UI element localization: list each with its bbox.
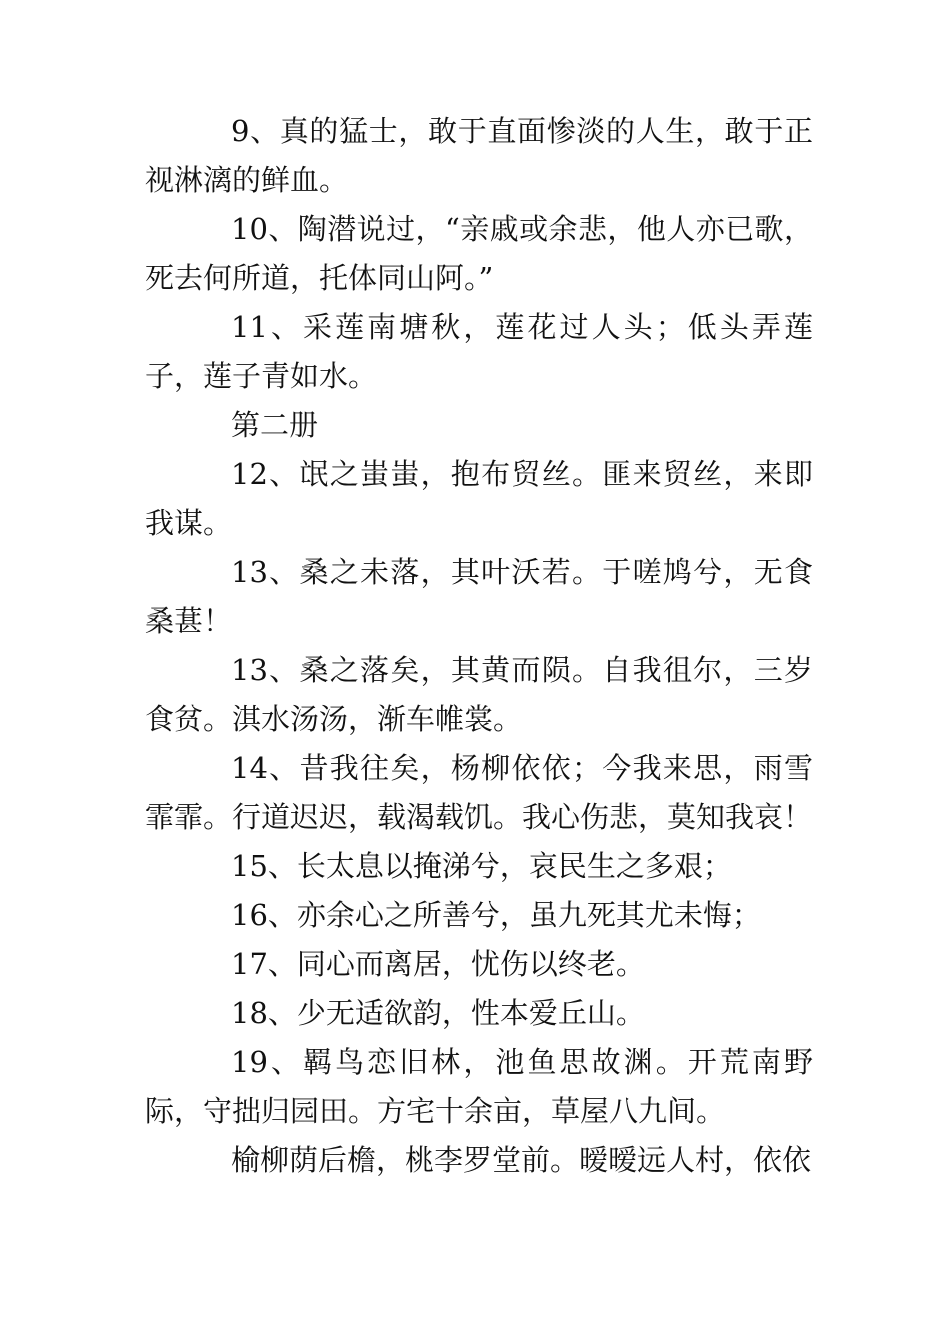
paragraph-17: 17、同心而离居，忧伤以终老。 (231, 947, 645, 981)
paragraph-10: 10、陶潜说过，“亲戚或余悲，他人亦已歌，死去何所道，托体同山阿。” (145, 212, 813, 295)
paragraph-15: 15、长太息以掩涕兮，哀民生之多艰； (231, 849, 732, 883)
paragraph-16: 16、亦余心之所善兮，虽九死其尤未悔； (231, 898, 761, 932)
paragraph-14: 14、昔我往矣，杨柳依依；今我来思，雨雪霏霏。行道迟迟，载渴载饥。我心伤悲，莫知我哀！ (145, 751, 813, 834)
paragraph-13a: 13、桑之未落，其叶沃若。于嗟鸠兮，无食桑葚！ (145, 555, 813, 638)
paragraph-continued: 榆柳荫后檐，桃李罗堂前。暧暧远人村，依依 (231, 1143, 812, 1177)
section-heading: 第二册 (231, 408, 319, 442)
paragraph-13b: 13、桑之落矣，其黄而陨。自我徂尔，三岁食贫。淇水汤汤，渐车帷裳。 (145, 653, 813, 736)
paragraph-11: 11、采莲南塘秋，莲花过人头；低头弄莲子，莲子青如水。 (145, 310, 813, 393)
paragraph-12: 12、氓之蚩蚩，抱布贸丝。匪来贸丝，来即我谋。 (145, 457, 813, 540)
paragraph-18: 18、少无适欲韵，性本爱丘山。 (231, 996, 645, 1030)
document-body (145, 107, 813, 1185)
paragraph-9: 9、真的猛士，敢于直面惨淡的人生，敢于正视淋漓的鲜血。 (145, 114, 813, 197)
paragraph-19: 19、羁鸟恋旧林，池鱼思故渊。开荒南野际，守拙归园田。方宅十余亩，草屋八九间。 (145, 1045, 813, 1128)
